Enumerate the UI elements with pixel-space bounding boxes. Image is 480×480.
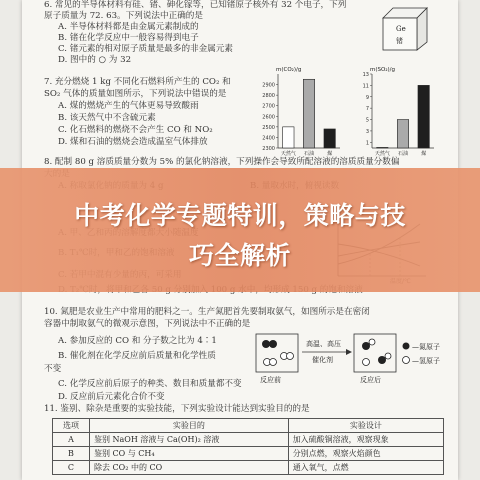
reaction-micro-diagram (254, 332, 454, 386)
table-row (53, 433, 444, 447)
table-header: 实验设计 (288, 419, 443, 433)
q7-intro-2: SO₂ 气体的质量如图所示，下列说法中错误的是 (44, 89, 227, 99)
q7-option-b: B. 该天然气中不含硫元素 (58, 113, 156, 123)
x-tick-label: 煤 (421, 151, 427, 157)
so2-bar-chart (348, 64, 440, 164)
before-reaction-label: 反应前 (260, 376, 281, 384)
y-tick-label: 2400 (262, 135, 275, 142)
table-row (53, 461, 444, 475)
y-tick-label: 3 (365, 128, 369, 135)
cube-name: 锗 (396, 37, 403, 45)
bar (397, 120, 408, 148)
q11-intro: 11. 鉴别、除杂是重要的实验技能，下列实验设计能达到实验目的的是 (44, 404, 310, 414)
y-tick-label: 2300 (262, 146, 275, 152)
q7-option-a: A. 煤的燃烧产生的气体更易导致酸雨 (58, 101, 199, 111)
bar (418, 85, 429, 148)
y-axis-label: m(CO₂)/g (276, 67, 302, 73)
y-tick-label: 9 (365, 94, 369, 101)
bar (303, 79, 314, 148)
table-cell: A (53, 433, 90, 447)
q10-intro-2: 容器中制取氨气的微观示意图，下列说法中不正确的是 (44, 319, 251, 329)
banner-title-line-1: 中考化学专题特训，策略与技 (74, 201, 406, 230)
legend-nitrogen: —氮原子 (412, 343, 440, 351)
q10-option-b-cont: 不变 (44, 364, 62, 374)
q6-option-a: A. 半导体材料都是由金属元素制成的 (58, 22, 199, 32)
reaction-condition-1: 高温、高压 (306, 340, 341, 348)
table-header: 实验目的 (89, 419, 288, 433)
q6-intro: 6. 常见的半导体材料有硅、锗、砷化镓等，已知锗原子核外有 32 个电子，下列 (44, 0, 347, 10)
table-cell: 加入硫酸铜溶液，观察现象 (288, 433, 443, 447)
table-cell: 鉴别 NaOH 溶液与 Ca(OH)₂ 溶液 (89, 433, 288, 447)
bar (377, 147, 388, 148)
q10-intro: 10. 氮肥是农业生产中常用的肥料之一。生产氮肥首先要制取氨气，如图所示是在密闭 (44, 307, 370, 317)
q11-table (52, 418, 444, 475)
y-tick-label: 11 (362, 83, 369, 90)
x-tick-label: 煤 (327, 151, 333, 157)
q8-intro: 8. 配制 80 g 溶质质量分数为 5% 的氯化钠溶液，下列操作会导致所配溶液的溶质质量分数偏 (44, 157, 400, 167)
q6-option-d: D. 图中的 ○ 为 32 (58, 55, 132, 65)
after-reaction-label: 反应后 (360, 376, 381, 384)
q10-option-c: C. 化学反应前后原子的种类、数目和质量都不变 (58, 379, 242, 389)
y-tick-label: 2800 (262, 93, 275, 100)
co2-bar-chart (254, 64, 344, 164)
x-tick-label: 天然气 (374, 151, 390, 157)
table-cell: C (53, 461, 90, 475)
y-tick-label: 2600 (262, 114, 275, 121)
q10-option-b: B. 催化剂在化学反应前后质量和化学性质 (58, 351, 216, 361)
table-header-row (53, 419, 444, 433)
y-axis-label: m(SO₂)/g (370, 67, 396, 73)
y-tick-label: 13 (362, 72, 369, 78)
q6-option-b: B. 锗在化学反应中一般容易得到电子 (58, 33, 199, 43)
reaction-condition-2: 催化剂 (312, 356, 333, 364)
bar (324, 129, 335, 148)
germanium-element-cube (377, 4, 433, 52)
x-tick-label: 石油 (397, 151, 409, 157)
legend-hydrogen: —氢原子 (412, 357, 440, 365)
table-row (53, 447, 444, 461)
table-header: 选项 (53, 419, 90, 433)
q7-option-d: D. 煤和石油的燃烧会造成温室气体排放 (58, 137, 208, 147)
banner-title-line-2: 巧全解析 (188, 241, 291, 270)
y-tick-label: 7 (365, 106, 369, 113)
y-tick-label: 5 (365, 117, 369, 124)
bar (283, 127, 294, 148)
x-tick-label: 天然气 (280, 151, 296, 157)
table-cell: 通入氧气，点燃 (288, 461, 443, 475)
y-tick-label: 2700 (262, 103, 275, 110)
x-tick-label: 石油 (303, 151, 315, 157)
q7-option-c: C. 化石燃料的燃烧不会产生 CO 和 NO₂ (58, 125, 213, 135)
y-tick-label: 2900 (262, 82, 275, 89)
y-tick-label: 2500 (262, 124, 275, 131)
y-tick-label: 1 (365, 140, 369, 147)
table-cell: B (53, 447, 90, 461)
table-cell: 除去 CO₂ 中的 CO (89, 461, 288, 475)
cube-symbol: Ge (396, 25, 406, 33)
q10-option-d: D. 反应前后元素化合价不变 (58, 392, 165, 402)
q6-option-c: C. 锗元素的相对原子质量是最多的非金属元素 (58, 44, 234, 54)
q10-option-a: A. 参加反应的 CO 和 分子数之比为 4∶1 (58, 336, 217, 346)
q6-intro-2: 原子质量为 72. 63。下列说法中正确的是 (44, 11, 203, 21)
q7-intro: 7. 充分燃烧 1 kg 不同化石燃料所产生的 CO₂ 和 (44, 77, 231, 87)
table-cell: 分别点燃，观察火焰颜色 (288, 447, 443, 461)
table-cell: 鉴别 CO 与 CH₄ (89, 447, 288, 461)
